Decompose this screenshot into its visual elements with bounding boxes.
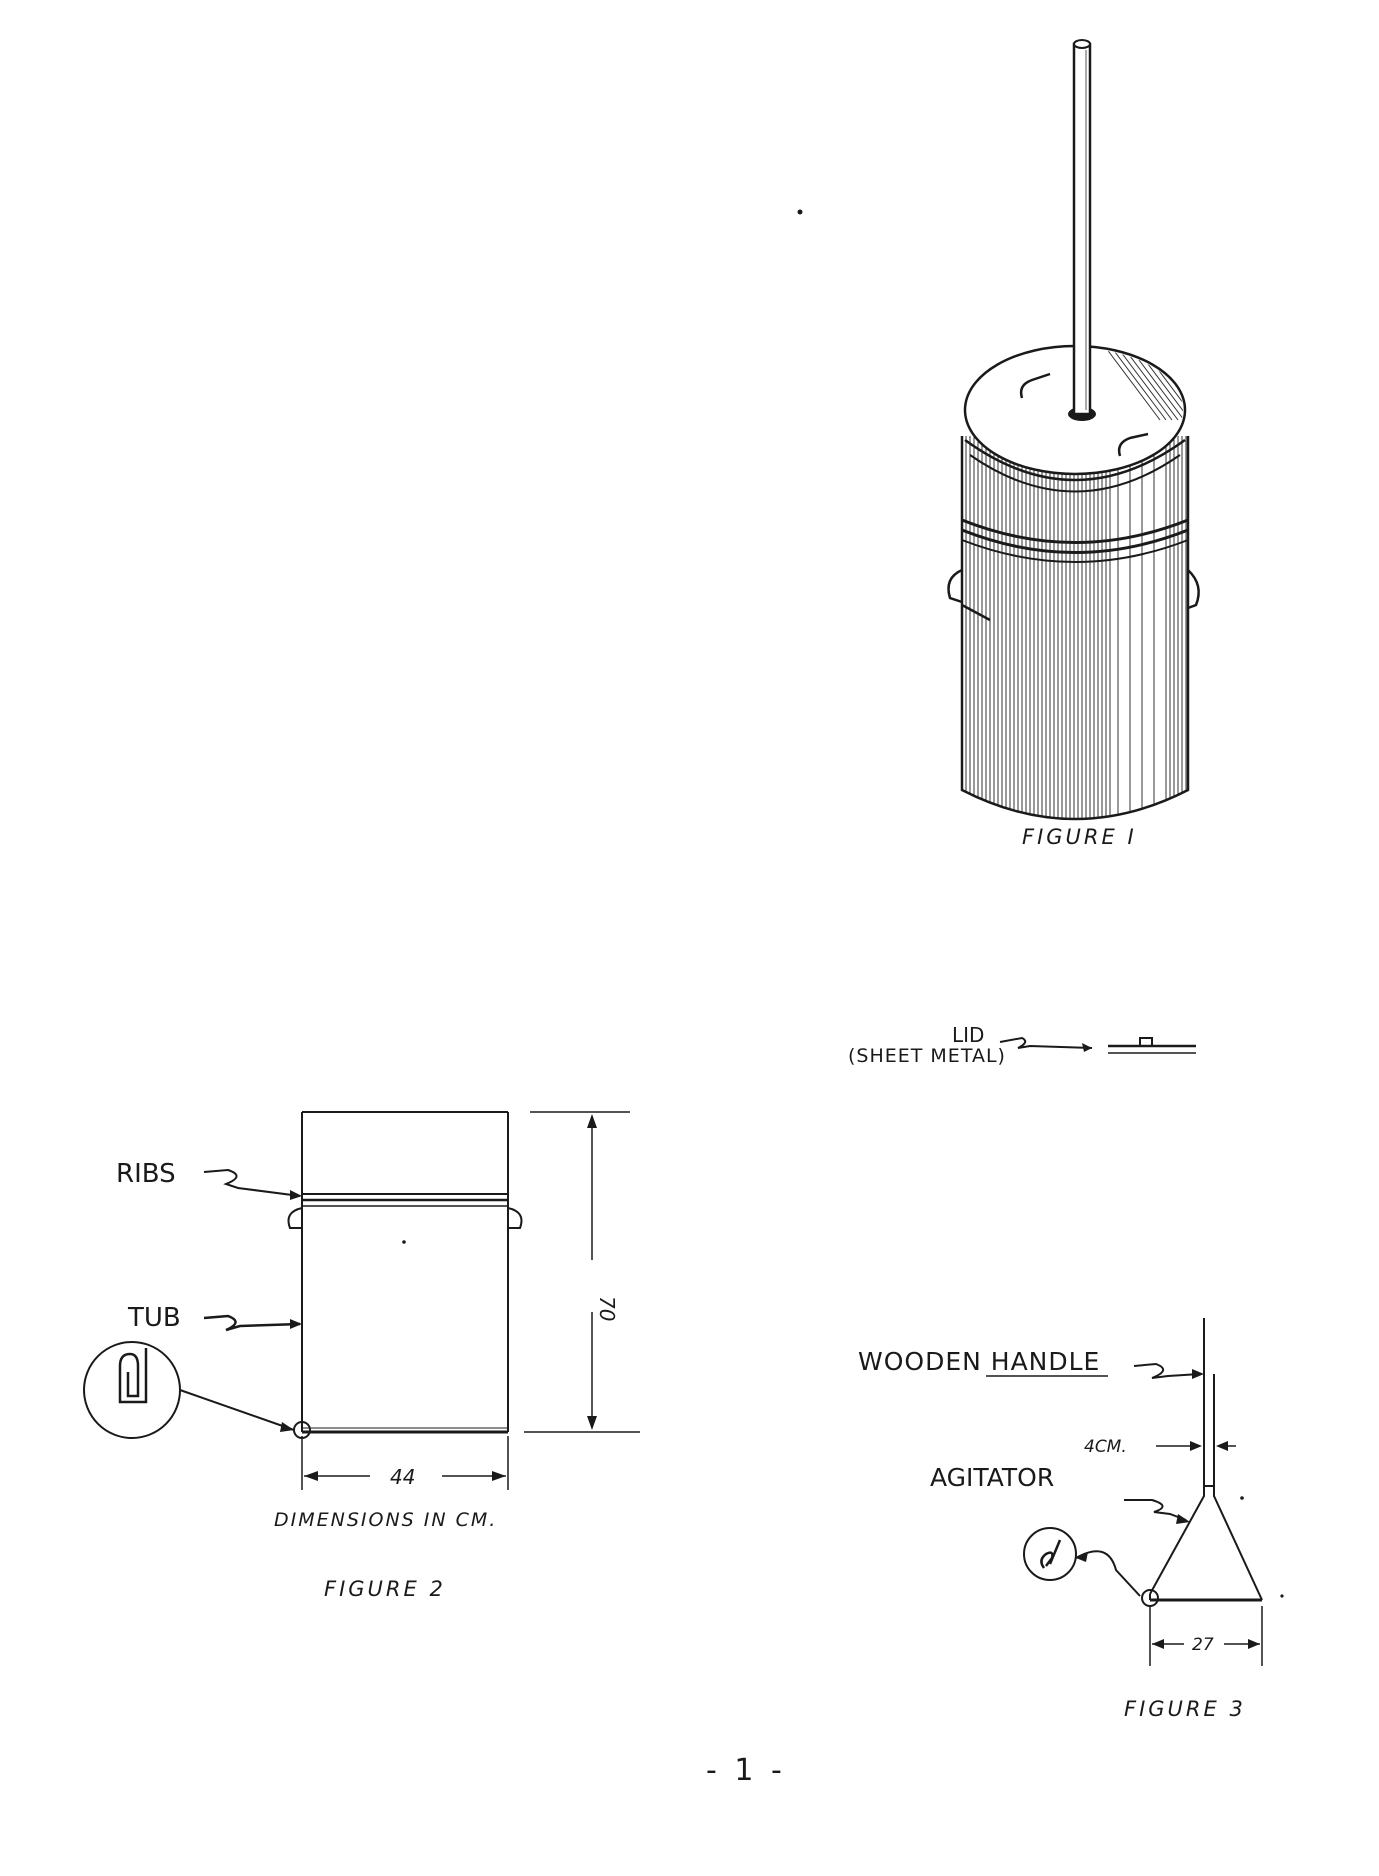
tub-body-hatching [966, 430, 1186, 850]
wooden-handle-label: WOODEN HANDLE [858, 1347, 1101, 1376]
tub-label: TUB [128, 1303, 181, 1333]
figure-1-churn-illustration [798, 40, 1287, 850]
tub-side-handle [1188, 570, 1199, 608]
lid-side-profile [1108, 1038, 1196, 1053]
agitator-label: AGITATOR [930, 1463, 1055, 1492]
tub-side-handle [949, 570, 991, 620]
lid-sublabel: (SHEET METAL) [848, 1045, 1006, 1067]
figure-2-tub-elevation [84, 1112, 640, 1601]
handle-leader-arrow [1134, 1364, 1200, 1378]
figure-3-agitator [858, 1318, 1284, 1721]
tub-side-handle [289, 1208, 303, 1228]
agitator-cone [1150, 1486, 1262, 1600]
figure-1-caption: FIGURE I [1022, 825, 1137, 849]
lid-leader-arrow [1000, 1038, 1092, 1048]
ribs-label: RIBS [116, 1159, 176, 1189]
lid-label: LID [952, 1023, 985, 1047]
base-width-dimension: 27 [1192, 1635, 1214, 1655]
tub-leader-arrow [204, 1316, 300, 1330]
dimensions-note: DIMENSIONS IN CM. [274, 1509, 498, 1531]
handle-width-dimension: 4CM. [1084, 1437, 1127, 1457]
agitator-leader-arrow [1124, 1500, 1186, 1520]
lid-detail [848, 1023, 1196, 1067]
page-number: - 1 - [706, 1753, 786, 1788]
bottom-edge-detail [84, 1342, 310, 1438]
figure-3-caption: FIGURE 3 [1124, 1697, 1246, 1721]
figure-2-caption: FIGURE 2 [324, 1577, 446, 1601]
pole-top [1074, 40, 1090, 48]
width-dimension: 44 [390, 1465, 416, 1489]
height-dimension: 70 [595, 1296, 619, 1322]
ribs-leader-arrow [204, 1170, 300, 1196]
tub-side-handle [508, 1208, 522, 1228]
cone-edge-detail [1024, 1528, 1158, 1606]
wooden-handle-pole [1074, 44, 1090, 414]
